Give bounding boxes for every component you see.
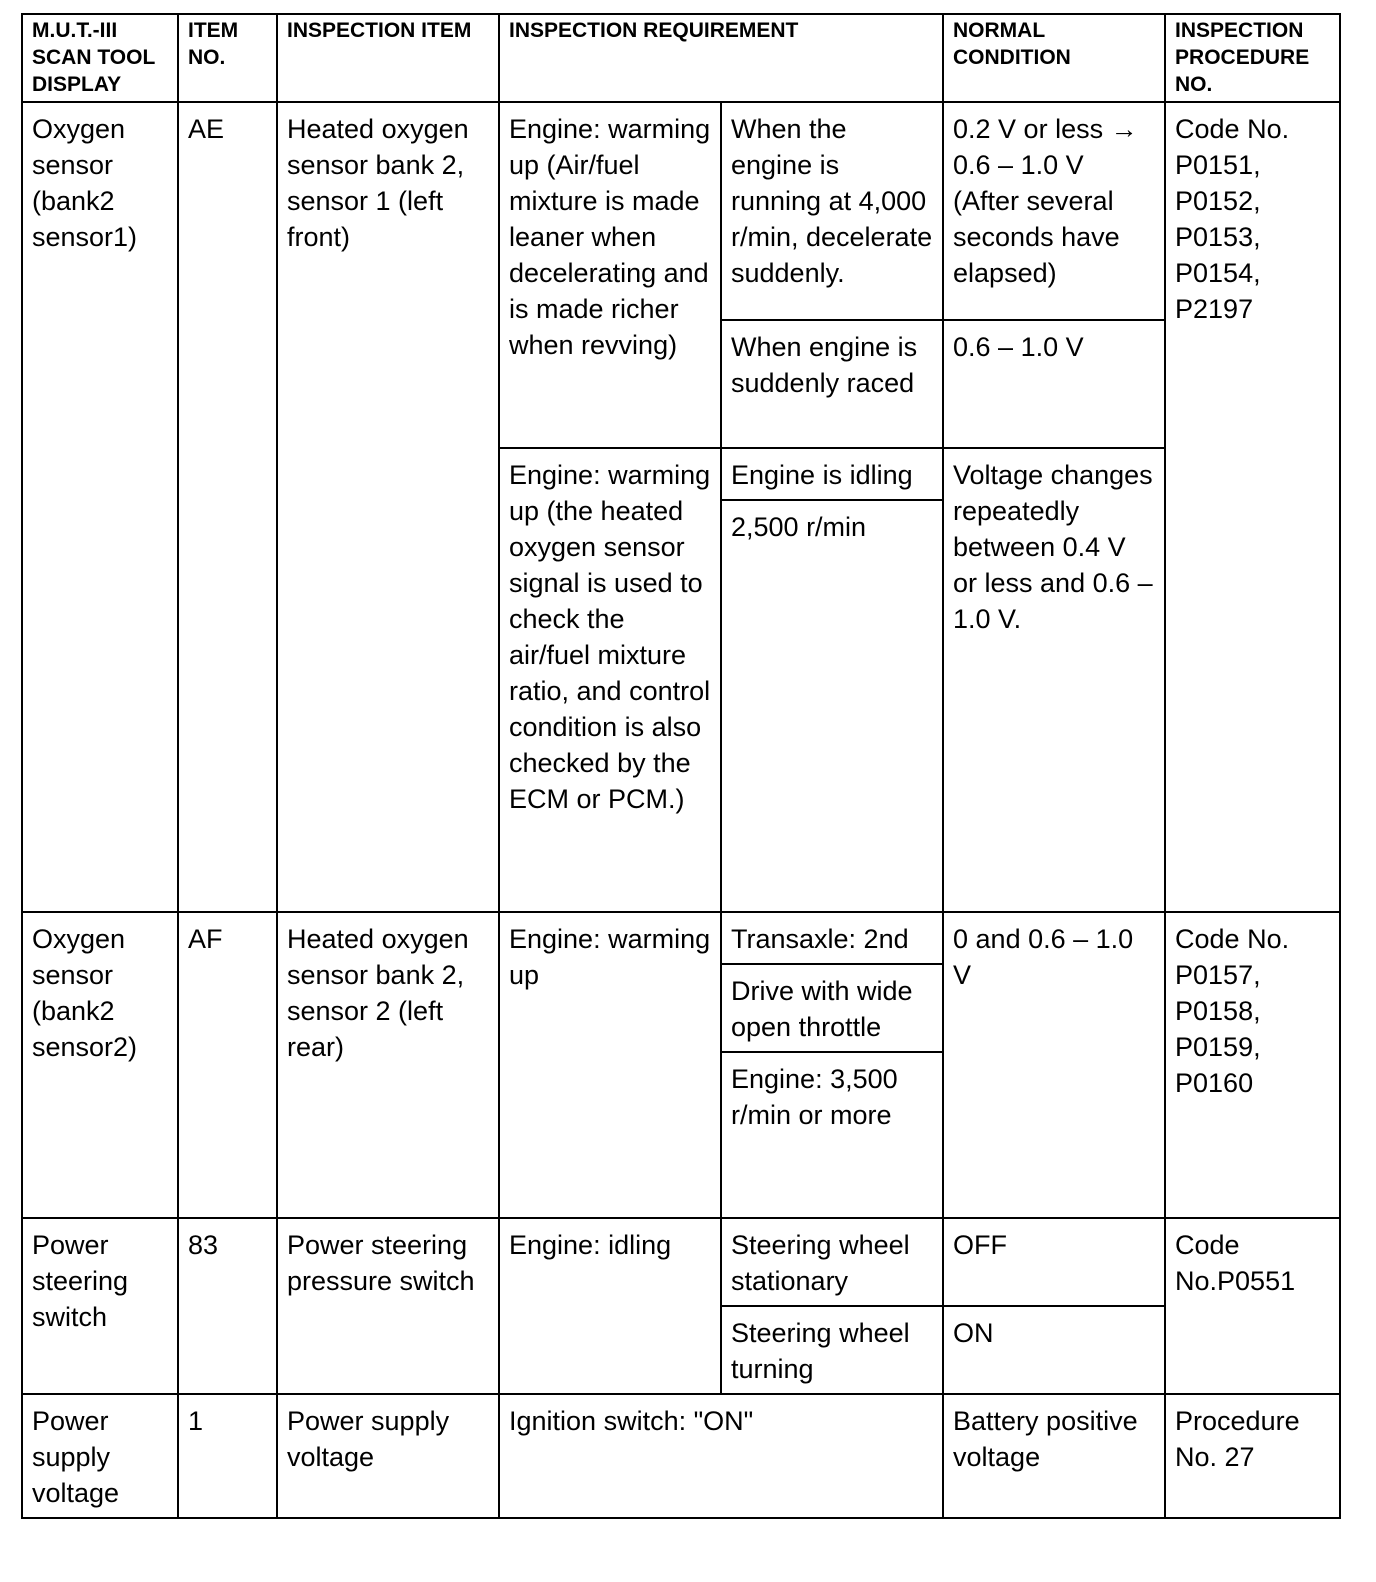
pv-item-no: 1 xyxy=(178,1394,277,1518)
ae-display: Oxygen sensor (bank2 sensor1) xyxy=(22,102,178,912)
af-condition-1: Transaxle: 2nd xyxy=(721,912,943,964)
ae-condition-4: 2,500 r/min xyxy=(721,500,943,912)
pv-requirement: Ignition switch: "ON" xyxy=(499,1394,943,1518)
af-condition-2: Drive with wide open throttle xyxy=(721,964,943,1052)
ae-procedure-no: Code No. P0151, P0152, P0153, P0154, P2197 xyxy=(1165,102,1340,912)
ae-normal-1: 0.2 V or less → 0.6 – 1.0 V (After several seconds have elapsed) xyxy=(943,102,1165,320)
header-inspection-requirement: INSPECTION REQUIREMENT xyxy=(499,14,943,102)
af-inspection-item: Heated oxygen sensor bank 2, sensor 2 (left rear) xyxy=(277,912,499,1218)
pv-procedure-no: Procedure No. 27 xyxy=(1165,1394,1340,1518)
af-display: Oxygen sensor (bank2 sensor2) xyxy=(22,912,178,1218)
af-procedure-no: Code No. P0157, P0158, P0159, P0160 xyxy=(1165,912,1340,1218)
ps-condition-2: Steering wheel turning xyxy=(721,1306,943,1394)
pv-inspection-item: Power supply voltage xyxy=(277,1394,499,1518)
header-row xyxy=(22,14,1340,102)
ps-requirement: Engine: idling xyxy=(499,1218,721,1394)
ae-normal-2: 0.6 – 1.0 V xyxy=(943,320,1165,448)
ae-item-no: AE xyxy=(178,102,277,912)
header-item-no: ITEM NO. xyxy=(178,14,277,102)
ae-condition-2: When engine is suddenly raced xyxy=(721,320,943,448)
header-normal-condition: NORMAL CONDITION xyxy=(943,14,1165,102)
ae-inspection-item: Heated oxygen sensor bank 2, sensor 1 (left front) xyxy=(277,102,499,912)
pv-normal: Battery positive voltage xyxy=(943,1394,1165,1518)
af-requirement: Engine: warming up xyxy=(499,912,721,1218)
inspection-table xyxy=(21,13,1341,1519)
af-condition-3: Engine: 3,500 r/min or more xyxy=(721,1052,943,1218)
ps-normal-1: OFF xyxy=(943,1218,1165,1306)
ps-display: Power steering switch xyxy=(22,1218,178,1394)
ps-normal-2: ON xyxy=(943,1306,1165,1394)
ae-requirement-2: Engine: warming up (the heated oxygen sensor signal is used to check the air/fuel mixture ratio, and control condition is also checked by the ECM or PCM.) xyxy=(499,448,721,912)
af-normal: 0 and 0.6 – 1.0 V xyxy=(943,912,1165,1218)
ae-requirement-1: Engine: warming up (Air/fuel mixture is made leaner when decelerating and is made richer when revving) xyxy=(499,102,721,448)
ae-condition-1: When the engine is running at 4,000 r/min, decelerate suddenly. xyxy=(721,102,943,320)
af-item-no: AF xyxy=(178,912,277,1218)
header-display: M.U.T.-III SCAN TOOL DISPLAY xyxy=(22,14,178,102)
pv-display: Power supply voltage xyxy=(22,1394,178,1518)
table-row-ae-1 xyxy=(22,102,1340,320)
table-row-pv xyxy=(22,1394,1340,1518)
ps-inspection-item: Power steering pressure switch xyxy=(277,1218,499,1394)
ae-condition-3: Engine is idling xyxy=(721,448,943,500)
header-inspection-item: INSPECTION ITEM xyxy=(277,14,499,102)
table-row-ps-1 xyxy=(22,1218,1340,1306)
ps-procedure-no: Code No.P0551 xyxy=(1165,1218,1340,1394)
ps-condition-1: Steering wheel stationary xyxy=(721,1218,943,1306)
header-procedure-no: INSPECTION PROCEDURE NO. xyxy=(1165,14,1340,102)
table-row-af-1 xyxy=(22,912,1340,964)
ae-normal-3: Voltage changes repeatedly between 0.4 V or less and 0.6 – 1.0 V. xyxy=(943,448,1165,912)
ps-item-no: 83 xyxy=(178,1218,277,1394)
